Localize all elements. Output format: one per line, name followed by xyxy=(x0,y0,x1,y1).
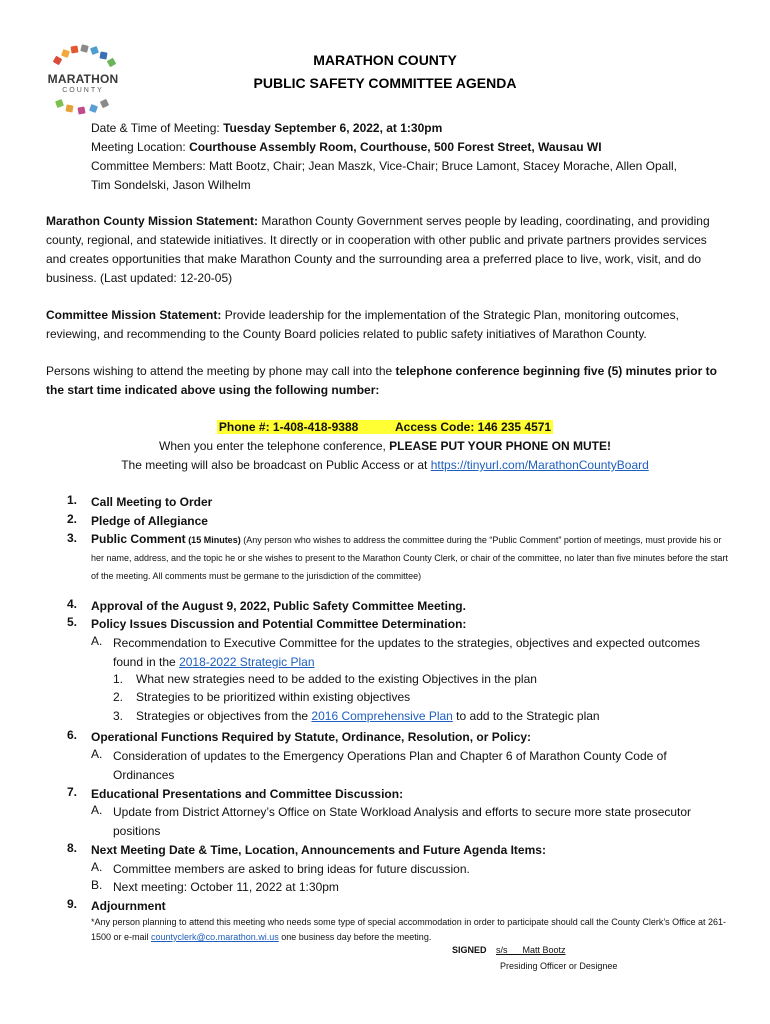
subsubitem-comprehensive-plan: Strategies or objectives from the 2016 Comprehensive Plan to add to the Strategic plan xyxy=(136,709,600,723)
agenda-item-public-comment: Public Comment (15 Minutes) (Any person who wishes to address the committee during the “Public Comment” portion of meetings, must provide his or her name, address, and the topic he or she wishes to present to the Marathon County Clerk, or chair of the committee, no later than five minutes before the start of the meeting. All comments must be germane to the jurisdiction of the committee) xyxy=(91,532,728,581)
subsubitem-new-strategies: What new strategies need to be added to the existing Objectives in the plan xyxy=(136,672,537,686)
agenda-number: 4. xyxy=(67,597,78,611)
agenda-item-pledge: Pledge of Allegiance xyxy=(91,514,208,528)
agenda-item-operational: Operational Functions Required by Statute, Ordinance, Resolution, or Policy: xyxy=(91,730,532,744)
subitem-letter: A. xyxy=(91,747,103,761)
page-title: MARATHON COUNTY xyxy=(313,52,457,68)
accommodation-note: *Any person planning to attend this meeting who needs some type of special accommodation in order to participate should call the County Clerk’s Office at 261-1500 or e-mail countyclerk@co.marathon.wi.us one business day before the meeting. xyxy=(91,917,727,942)
agenda-item-approval: Approval of the August 9, 2022, Public Safety Committee Meeting. xyxy=(91,599,466,613)
signed-label: SIGNED xyxy=(452,945,487,955)
subsubitem-number: 3. xyxy=(113,709,124,723)
strategic-plan-link[interactable]: 2018-2022 Strategic Plan xyxy=(179,655,315,669)
subitem-letter: A. xyxy=(91,634,103,648)
subitem-letter: B. xyxy=(91,878,103,892)
agenda-number: 5. xyxy=(67,615,78,629)
access-code: Access Code: 146 235 4571 xyxy=(394,420,552,434)
subitem-next-meeting-date: Next meeting: October 11, 2022 at 1:30pm xyxy=(113,880,339,894)
agenda-number: 3. xyxy=(67,531,78,545)
page-subtitle: PUBLIC SAFETY COMMITTEE AGENDA xyxy=(253,75,517,91)
subsubitem-prioritize: Strategies to be prioritized within existing objectives xyxy=(136,690,411,704)
subitem-workload-analysis: Update from District Attorney’s Office on State Workload Analysis and efforts to secure more state prosecutor positions xyxy=(113,805,692,838)
meeting-location: Meeting Location: Courthouse Assembly Room, Courthouse, 500 Forest Street, Wausau WI xyxy=(91,140,602,154)
committee-mission-statement: Committee Mission Statement: Provide leadership for the implementation of the Strategic Plan, monitoring outcomes, reviewing, and recommending to the County Board policies related to public safety initiatives of Marathon County. xyxy=(46,308,679,341)
broadcast-info: The meeting will also be broadcast on Public Access or at https://tinyurl.com/MarathonCountyBoard xyxy=(121,458,649,472)
committee-members-cont: Tim Sondelski, Jason Wilhelm xyxy=(91,178,251,192)
subitem-letter: A. xyxy=(91,803,103,817)
agenda-item-adjournment: Adjournment xyxy=(91,899,166,913)
signature: s/s Matt Bootz xyxy=(496,945,566,955)
subsubitem-number: 2. xyxy=(113,690,124,704)
agenda-item-educational: Educational Presentations and Committee Discussion: xyxy=(91,787,404,801)
logo-sub: COUNTY xyxy=(62,87,104,94)
subitem-letter: A. xyxy=(91,860,103,874)
agenda-number: 6. xyxy=(67,728,78,742)
agenda-number: 8. xyxy=(67,841,78,855)
agenda-item-next-meeting: Next Meeting Date & Time, Location, Announcements and Future Agenda Items: xyxy=(91,843,546,857)
subitem-strategic-plan: Recommendation to Executive Committee for the updates to the strategies, objectives and expected outcomes found in the 2018-2022 Strategic Plan xyxy=(113,636,700,669)
subsubitem-number: 1. xyxy=(113,672,124,686)
broadcast-link[interactable]: https://tinyurl.com/MarathonCountyBoard xyxy=(430,458,649,472)
phone-number: Phone #: 1-408-418-9388 xyxy=(218,420,359,434)
committee-members: Committee Members: Matt Bootz, Chair; Jean Maszk, Vice-Chair; Bruce Lamont, Stacey Morache, Allen Opall, xyxy=(91,159,678,173)
phone-number-line xyxy=(0,418,770,437)
agenda-item-policy-issues: Policy Issues Discussion and Potential Committee Determination: xyxy=(91,617,467,631)
comprehensive-plan-link[interactable]: 2016 Comprehensive Plan xyxy=(311,709,453,723)
agenda-number: 1. xyxy=(67,493,78,507)
subitem-emergency-plan: Consideration of updates to the Emergency Operations Plan and Chapter 6 of Marathon County Code of Ordinances xyxy=(113,749,667,782)
subitem-bring-ideas: Committee members are asked to bring ideas for future discussion. xyxy=(113,862,470,876)
agenda-number: 2. xyxy=(67,512,78,526)
meeting-datetime: Date & Time of Meeting: Tuesday September 6, 2022, at 1:30pm xyxy=(91,121,443,135)
signer-role: Presiding Officer or Designee xyxy=(500,961,618,971)
agenda-number: 7. xyxy=(67,785,78,799)
phone-instructions: Persons wishing to attend the meeting by phone may call into the telephone conference beginning five (5) minutes prior to the start time indicated above using the following number: xyxy=(46,364,717,397)
agenda-item-call-to-order: Call Meeting to Order xyxy=(91,495,213,509)
mute-instruction: When you enter the telephone conference, PLEASE PUT YOUR PHONE ON MUTE! xyxy=(159,439,611,453)
agenda-number: 9. xyxy=(67,897,78,911)
logo-word: MARATHON xyxy=(47,72,119,86)
county-mission-statement: Marathon County Mission Statement: Marathon County Government serves people by leading, coordinating, and providing county, regional, and statewide initiatives. It directly or in cooperation with other public and private partners provides services and creates opportunities that make Marathon County and the surrounding area a preferred place to live, work, visit, and do business. (Last updated: 12-20-05) xyxy=(46,214,710,285)
clerk-email-link[interactable]: countyclerk@co.marathon.wi.us xyxy=(151,932,279,942)
